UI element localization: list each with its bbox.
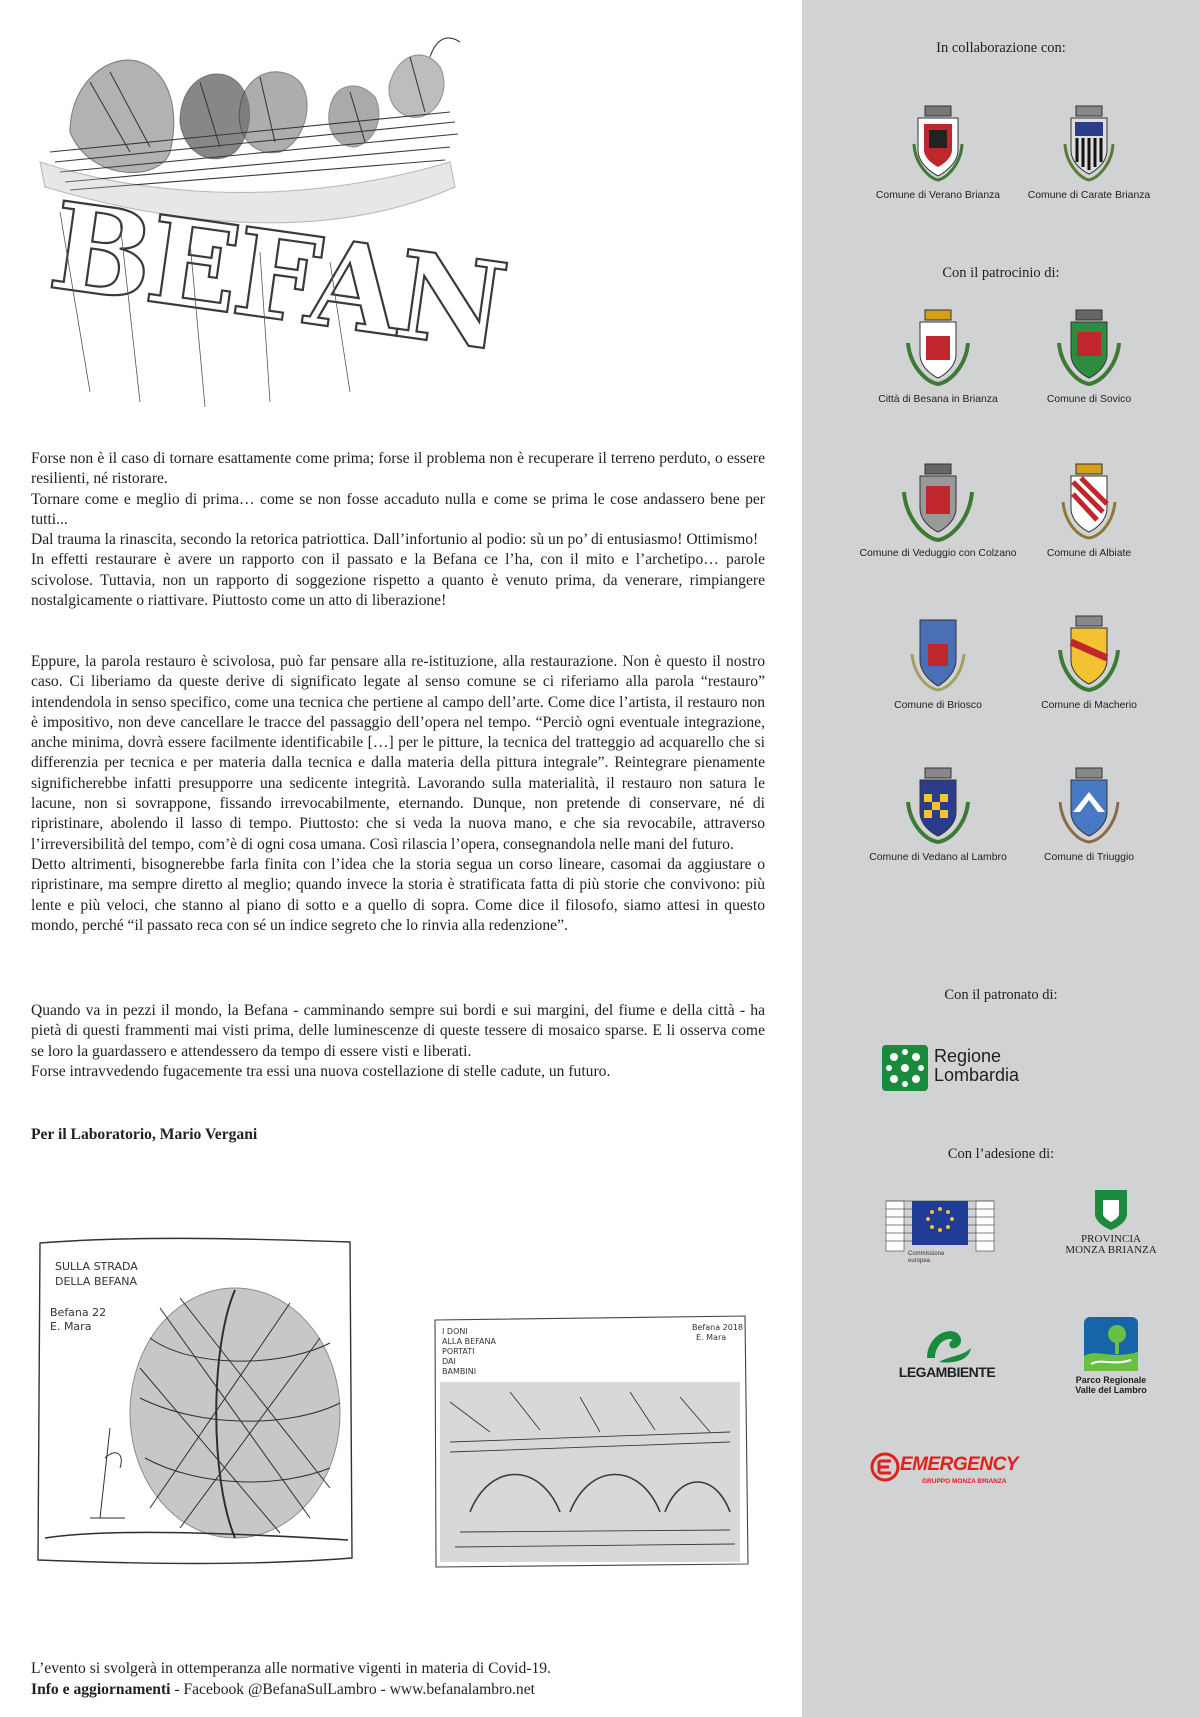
provincia-icon	[1089, 1186, 1133, 1232]
parco-line-1: Parco Regionale	[1075, 1375, 1147, 1385]
sketch-note: BAMBINI	[442, 1367, 477, 1376]
provincia-line-2: MONZA BRIANZA	[1065, 1244, 1157, 1256]
sketch-note: Befana 22	[50, 1306, 107, 1319]
article-paragraph: Quando va in pezzi il mondo, la Befana - camminando sempre sui bordi e sui margini, del fiume e della città - ha pietà di questi frammenti mai visti prima, delle luminescenze di queste tessere di mosaico sparse. E li osserva come se loro la guardassero e attendessero da tempo di essere visti e liberati.	[31, 1002, 765, 1060]
heading-patrocinio: Con il patrocinio di:	[942, 265, 1060, 281]
crest-veduggio-con-colzano	[853, 462, 1023, 559]
shield-icon	[903, 766, 973, 846]
shield-icon	[902, 308, 974, 388]
logo-parco-valle-lambro	[1058, 1316, 1164, 1396]
sketch-befan-text: BEFAN	[42, 175, 512, 379]
article-block-3	[31, 1001, 765, 1082]
crest-label: Comune di Triuggio	[1043, 852, 1135, 863]
crest-vedano-al-lambro	[853, 766, 1023, 863]
heading-patronato: Con il patronato di:	[944, 987, 1058, 1003]
sketch-note: SULLA STRADA	[55, 1260, 138, 1273]
crest-label: Comune di Briosco	[894, 700, 982, 711]
crest-label: Comune di Verano Brianza	[875, 190, 1001, 201]
crest-label: Comune di Sovico	[1046, 394, 1132, 405]
crest-sovico	[1004, 308, 1174, 405]
shield-icon	[1060, 104, 1118, 184]
article-paragraph: Forse intravvedendo fugacemente tra essi una nuova costellazione di stelle cadute, un futuro.	[31, 1062, 611, 1080]
footer-covid-note: L’evento si svolgerà in ottemperanza alle normative vigenti in materia di Covid-19.	[31, 1660, 551, 1677]
sketch-note: ALLA BEFANA	[442, 1337, 496, 1346]
shield-icon	[908, 614, 968, 694]
emergency-text: EMERGENCY	[900, 1454, 1018, 1475]
logo-provincia-monza-brianza	[1056, 1186, 1166, 1266]
article-paragraph: Forse non è il caso di tornare esattamente come prima; forse il problema non è recuperare il terreno perduto, o essere resilienti, né ristorare.	[31, 450, 765, 488]
footer	[31, 1658, 551, 1700]
sketch-befana-banner	[30, 12, 512, 412]
crest-verano-brianza	[853, 104, 1023, 201]
shield-icon	[1053, 308, 1125, 388]
crest-label: Comune di Albiate	[1046, 548, 1132, 559]
cigno-icon	[919, 1318, 975, 1364]
footer-info-links: - Facebook @BefanaSulLambro - www.befanalambro.net	[170, 1681, 535, 1698]
sketch-sphere	[30, 1228, 360, 1573]
sketch-note: E. Mara	[696, 1333, 727, 1342]
crest-label: Comune di Macherio	[1041, 700, 1137, 711]
article-paragraph: Eppure, la parola restauro è scivolosa, può far pensare alla re-istituzione, alla restaurazione. Non è questo il nostro caso. Ci liberiamo da queste derive di significato legate al senso comune se ci riferiamo alla parola “restauro” intendendola in senso specifico, come una tecnica che pertiene al campo dell’arte. Come dice l’artista, il restauro non è impositivo, non deve cancellare le tracce del passaggio dell’opera nel tempo. “Perciò ogni eventuale integrazione, anche minima, dovrà essere facilmente identificabile […] per le pitture, la tecnica del tratteggio ad acquarello che si differenzia per tecnica e per materia dalla tecnica e dalla materia della pittura integrale”. Reintegrare pienamente significherebbe infatti presupporre una sedicente integrità. Lavorando sulla materialità, il restauro non satura le lacune, non si sovrappone, fissando irrevocabilmente, eternando. Dunque, non pretende di conservare, né di ripristinare, abolendo il lasso di tempo. Piuttosto: che si veda la nuova mano, e che sia revocabile, attraverso l’irreversibilità del tempo, com’è di ogni cosa umana. Così rilascia l’opera, consegnandola nelle mani del futuro.	[31, 653, 765, 853]
article-block-2	[31, 652, 765, 936]
logo-regione-lombardia	[882, 1043, 1052, 1093]
provincia-line-1: PROVINCIA	[1081, 1233, 1141, 1245]
commissione-line-1: Commissione	[908, 1251, 945, 1257]
parco-icon	[1083, 1316, 1139, 1372]
crest-briosco	[853, 614, 1023, 711]
shield-icon	[1056, 614, 1122, 694]
heading-adesione: Con l’adesione di:	[947, 1146, 1055, 1162]
regione-line-1: Regione	[934, 1046, 1002, 1066]
shield-icon	[1059, 462, 1119, 542]
crest-besana-brianza	[853, 308, 1023, 405]
shield-icon	[898, 462, 978, 542]
article-block-1	[31, 449, 765, 611]
logo-commissione-europea	[884, 1187, 996, 1267]
crest-label: Comune di Carate Brianza	[1027, 190, 1151, 201]
heading-collaborazione: In collaborazione con:	[936, 40, 1066, 56]
shield-icon	[1056, 766, 1122, 846]
crest-label: Comune di Vedano al Lambro	[869, 852, 1007, 863]
commissione-line-2: europea	[908, 1258, 931, 1264]
emergency-icon	[870, 1452, 900, 1482]
logo-emergency	[870, 1452, 1020, 1488]
sketch-bridge	[430, 1312, 750, 1570]
logo-legambiente	[892, 1318, 1002, 1382]
eu-flag-icon	[884, 1187, 996, 1267]
sketch-note: DELLA BEFANA	[55, 1275, 138, 1288]
article-signature: Per il Laboratorio, Mario Vergani	[31, 1126, 258, 1143]
sketch-note: E. Mara	[50, 1320, 92, 1333]
article-paragraph: Detto altrimenti, bisognerebbe farla finita con l’idea che la storia segua un corso lineare, casomai da aggiustare o ripristinare, ma sempre diretto al meglio; quando invece la storia è stratificata fatta di più storie che convivono: più lente e più veloci, che stanno al piano di sotto e a quello di sopra. Come dice il filosofo, siamo attesi in questo mondo, perché “il passato reca con sé un indice segreto che lo rinvia alla redenzione”.	[31, 855, 765, 934]
sketch-note: Befana 2018	[692, 1323, 744, 1332]
crest-label: Comune di Veduggio con Colzano	[859, 548, 1017, 559]
footer-info-label: Info e aggiornamenti	[31, 1681, 171, 1698]
crest-label: Città di Besana in Brianza	[878, 394, 998, 405]
sketch-note: DAI	[442, 1357, 456, 1366]
emergency-sub: GRUPPO MONZA BRIANZA	[922, 1478, 1007, 1485]
crest-triuggio	[1004, 766, 1174, 863]
crest-albiate	[1004, 462, 1174, 559]
footer-info	[31, 1679, 551, 1700]
crest-carate-brianza	[1004, 104, 1174, 201]
regione-line-2: Lombardia	[934, 1065, 1020, 1085]
shield-icon	[909, 104, 967, 184]
article-paragraph: Tornare come e meglio di prima… come se non fosse accaduto nulla e come se prima le cose andassero bene per tutti...	[31, 490, 765, 528]
crest-macherio	[1004, 614, 1174, 711]
rosa-camuna-icon	[882, 1045, 928, 1091]
legambiente-text: LEGAMBIENTE	[898, 1364, 996, 1380]
parco-line-2: Valle del Lambro	[1075, 1385, 1147, 1395]
article-paragraph: Dal trauma la rinascita, secondo la retorica patriottica. Dall’infortunio al podio: sù un po’ di entusiasmo! Ottimismo!	[31, 531, 759, 549]
sketch-note: I DONI	[442, 1327, 468, 1336]
sketch-note: PORTATI	[442, 1347, 475, 1356]
article-paragraph: In effetti restaurare è avere un rapporto con il passato e la Befana ce l’ha, con il mito e l’archetipo… parole scivolose. Tuttavia, non un rapporto di soggezione rispetto a quanto è venuto prima, da venerare, rimpiangere nostalgicamente o riattivare. Piuttosto come un atto di liberazione!	[31, 551, 765, 610]
